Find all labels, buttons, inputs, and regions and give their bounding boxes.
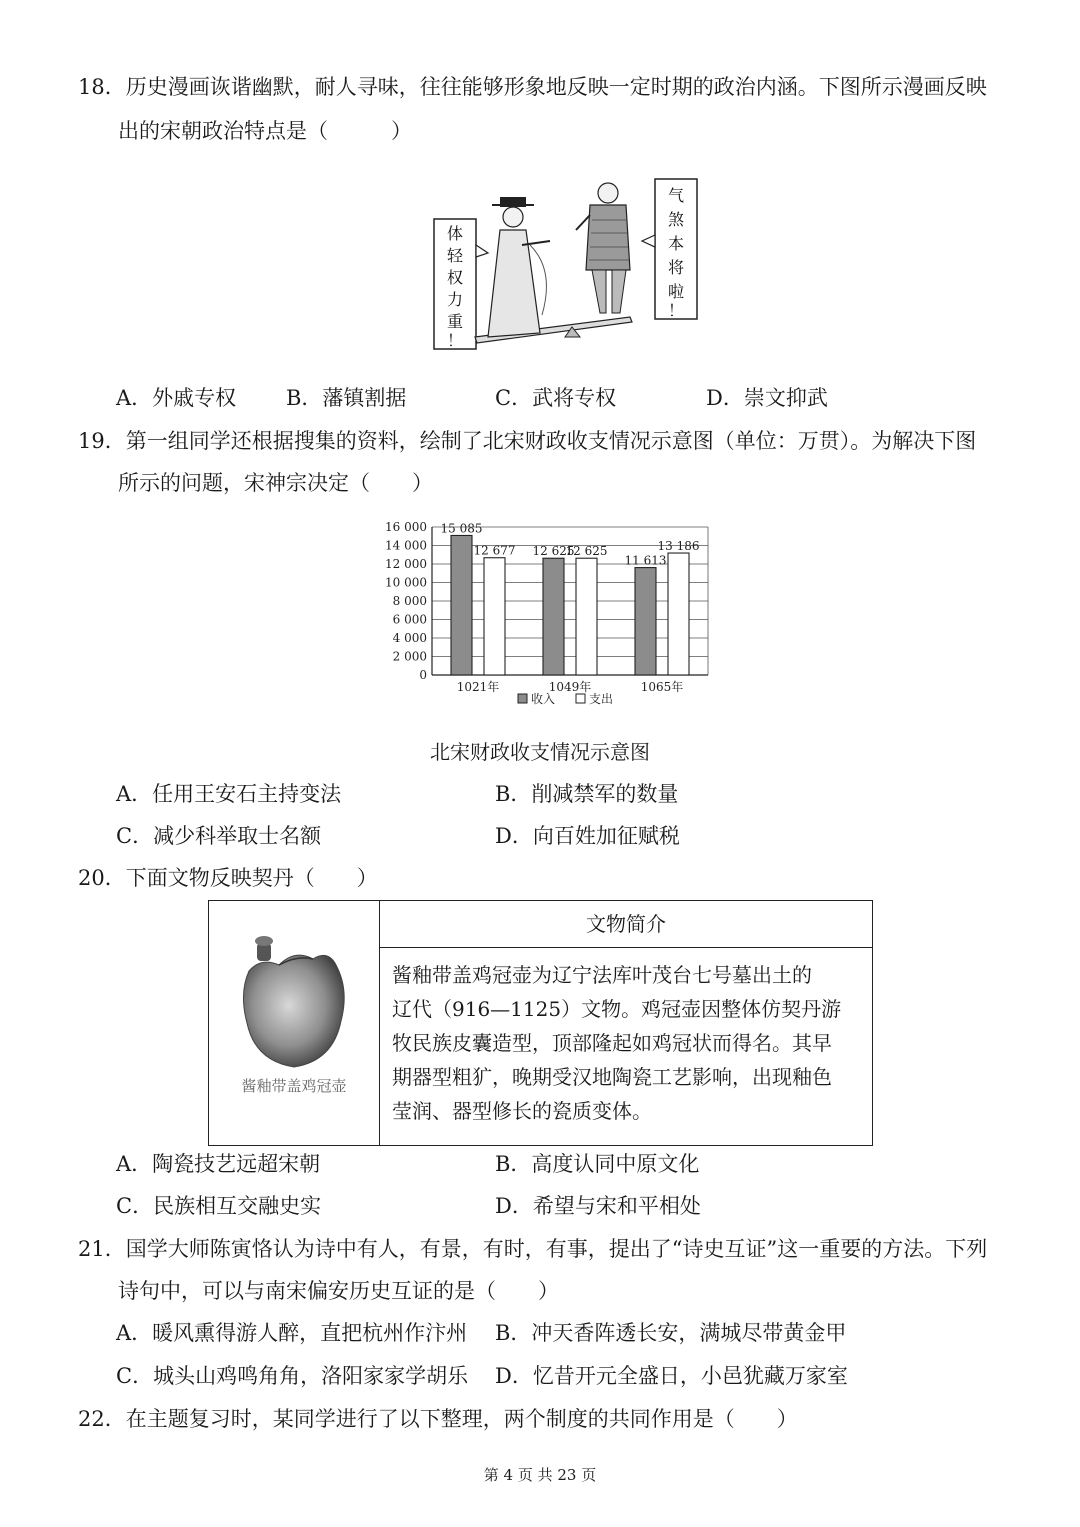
q18-stem-line2: 出的宋朝政治特点是（ ）: [118, 119, 412, 143]
right-bubble-char: 将: [667, 258, 685, 277]
artifact-table: [208, 900, 873, 1146]
y-tick-label: 6 000: [392, 612, 427, 627]
y-tick-label: 16 000: [385, 520, 427, 534]
q18-stem-line1: 18．历史漫画诙谐幽默，耐人寻味，往往能够形象地反映一定时期的政治内涵。下图所示漫画反映: [78, 75, 987, 99]
chart-data-labels: [441, 521, 700, 567]
y-tick-label: 8 000: [392, 594, 427, 608]
right-bubble-char: 本: [667, 234, 685, 253]
q21-option-c: C．城头山鸡鸣角角，洛阳家家学胡乐: [116, 1364, 469, 1388]
y-tick-label: 12 000: [385, 557, 427, 571]
q19-option-d: D．向百姓加征赋税: [495, 824, 680, 848]
left-bubble-char: 体: [446, 224, 464, 243]
legend-swatch-收入: [518, 694, 527, 703]
description-line: 期器型粗犷，晚期受汉地陶瓷工艺影响，出现釉色: [392, 1065, 832, 1089]
q19-stem-line1: 19．第一组同学还根据搜集的资料，绘制了北宋财政收支情况示意图（单位：万贯）。为解决下图: [78, 429, 977, 453]
y-tick-label: 2 000: [392, 649, 427, 664]
x-tick-label: 1065年: [640, 680, 684, 694]
left-bubble-char: 轻: [446, 246, 464, 265]
artifact-header: 文物简介: [380, 901, 873, 948]
q20-option-c: C．民族相互交融史实: [116, 1194, 322, 1218]
left-bubble-char: 力: [446, 290, 464, 309]
bar-value-label: 15 085: [440, 521, 483, 536]
description-line: 莹润、器型修长的瓷质变体。: [392, 1099, 652, 1123]
q19-option-a: A．任用王安石主持变法: [116, 782, 342, 806]
q19-option-c: C．减少科举取士名额: [116, 824, 322, 848]
chart-caption: 北宋财政收支情况示意图: [430, 740, 650, 764]
legend-label: 收入: [531, 692, 556, 706]
bar-value-label: 12 625: [565, 544, 608, 559]
finance-bar-chart: [370, 515, 720, 720]
page-footer: 第 4 页 共 23 页: [483, 1466, 597, 1484]
q21-option-d: D．忆昔开元全盛日，小邑犹藏万家室: [495, 1364, 848, 1388]
right-bubble-char: ！: [667, 301, 685, 320]
x-tick-label: 1049年: [548, 680, 592, 694]
x-tick-label: 1021年: [456, 680, 500, 694]
right-bubble-char: 啦: [667, 282, 685, 301]
bar-支出: [576, 558, 597, 675]
q18-option-d: D．崇文抑武: [706, 386, 828, 410]
description-line: 酱釉带盖鸡冠壶为辽宁法库叶茂台七号墓出土的: [392, 963, 812, 987]
artifact-image-caption: 酱釉带盖鸡冠壶: [241, 1077, 347, 1095]
bar-支出: [668, 553, 689, 675]
left-bubble-char: 权: [446, 268, 464, 287]
bar-收入: [543, 558, 564, 675]
y-tick-label: 10 000: [385, 575, 427, 590]
y-tick-label: 14 000: [385, 538, 427, 553]
bar-收入: [635, 568, 656, 675]
bar-支出: [484, 558, 505, 675]
bar-value-label: 12 677: [473, 543, 516, 558]
q18-option-c: C．武将专权: [495, 386, 617, 410]
q18-option-a: A．外戚专权: [116, 386, 237, 410]
legend-label: 支出: [589, 692, 614, 706]
bar-value-label: 11 613: [624, 553, 667, 568]
legend-swatch-支出: [576, 694, 585, 703]
left-bubble-char: 重: [446, 312, 464, 331]
q18-option-b: B．藩镇割据: [286, 386, 407, 410]
q20-stem: 20．下面文物反映契丹（ ）: [78, 866, 378, 890]
left-bubble-char: ！: [446, 331, 464, 350]
q19-stem-line2: 所示的问题，宋神宗决定（ ）: [118, 471, 433, 495]
q20-option-d: D．希望与宋和平相处: [495, 1194, 701, 1218]
y-tick-label: 4 000: [392, 631, 427, 645]
q18-cartoon-image: [430, 175, 700, 360]
artifact-image-cell: [209, 901, 380, 1146]
q19-option-b: B．削减禁军的数量: [495, 782, 679, 806]
description-line: 辽代（916—1125）文物。鸡冠壶因整体仿契丹游: [392, 997, 842, 1021]
chicken-crown-pot-image: [209, 901, 379, 1141]
q22-stem: 22．在主题复习时，某同学进行了以下整理，两个制度的共同作用是（ ）: [78, 1407, 798, 1431]
right-bubble-char: 煞: [667, 210, 685, 229]
description-line: 牧民族皮囊造型，顶部隆起如鸡冠状而得名。其早: [392, 1031, 832, 1055]
q21-stem-line2: 诗句中，可以与南宋偏安历史互证的是（ ）: [118, 1279, 559, 1303]
bar-收入: [451, 535, 472, 675]
q21-option-b: B．冲天香阵透长安，满城尽带黄金甲: [495, 1321, 847, 1345]
y-tick-label: 0: [419, 668, 427, 682]
q21-stem-line1: 21．国学大师陈寅恪认为诗中有人，有景，有时，有事，提出了“诗史互证”这一重要的方法。下列: [78, 1237, 988, 1261]
bar-value-label: 12 625: [532, 544, 575, 559]
q20-option-b: B．高度认同中原文化: [495, 1152, 700, 1176]
q20-option-a: A．陶瓷技艺远超宋朝: [116, 1152, 321, 1176]
artifact-description: [380, 948, 873, 1146]
q21-option-a: A．暖风熏得游人醉，直把杭州作汴州: [116, 1321, 468, 1345]
chart-y-axis: [385, 520, 427, 682]
bar-value-label: 13 186: [657, 539, 700, 554]
right-bubble-char: 气: [667, 186, 685, 205]
chart-x-axis: [457, 679, 684, 694]
